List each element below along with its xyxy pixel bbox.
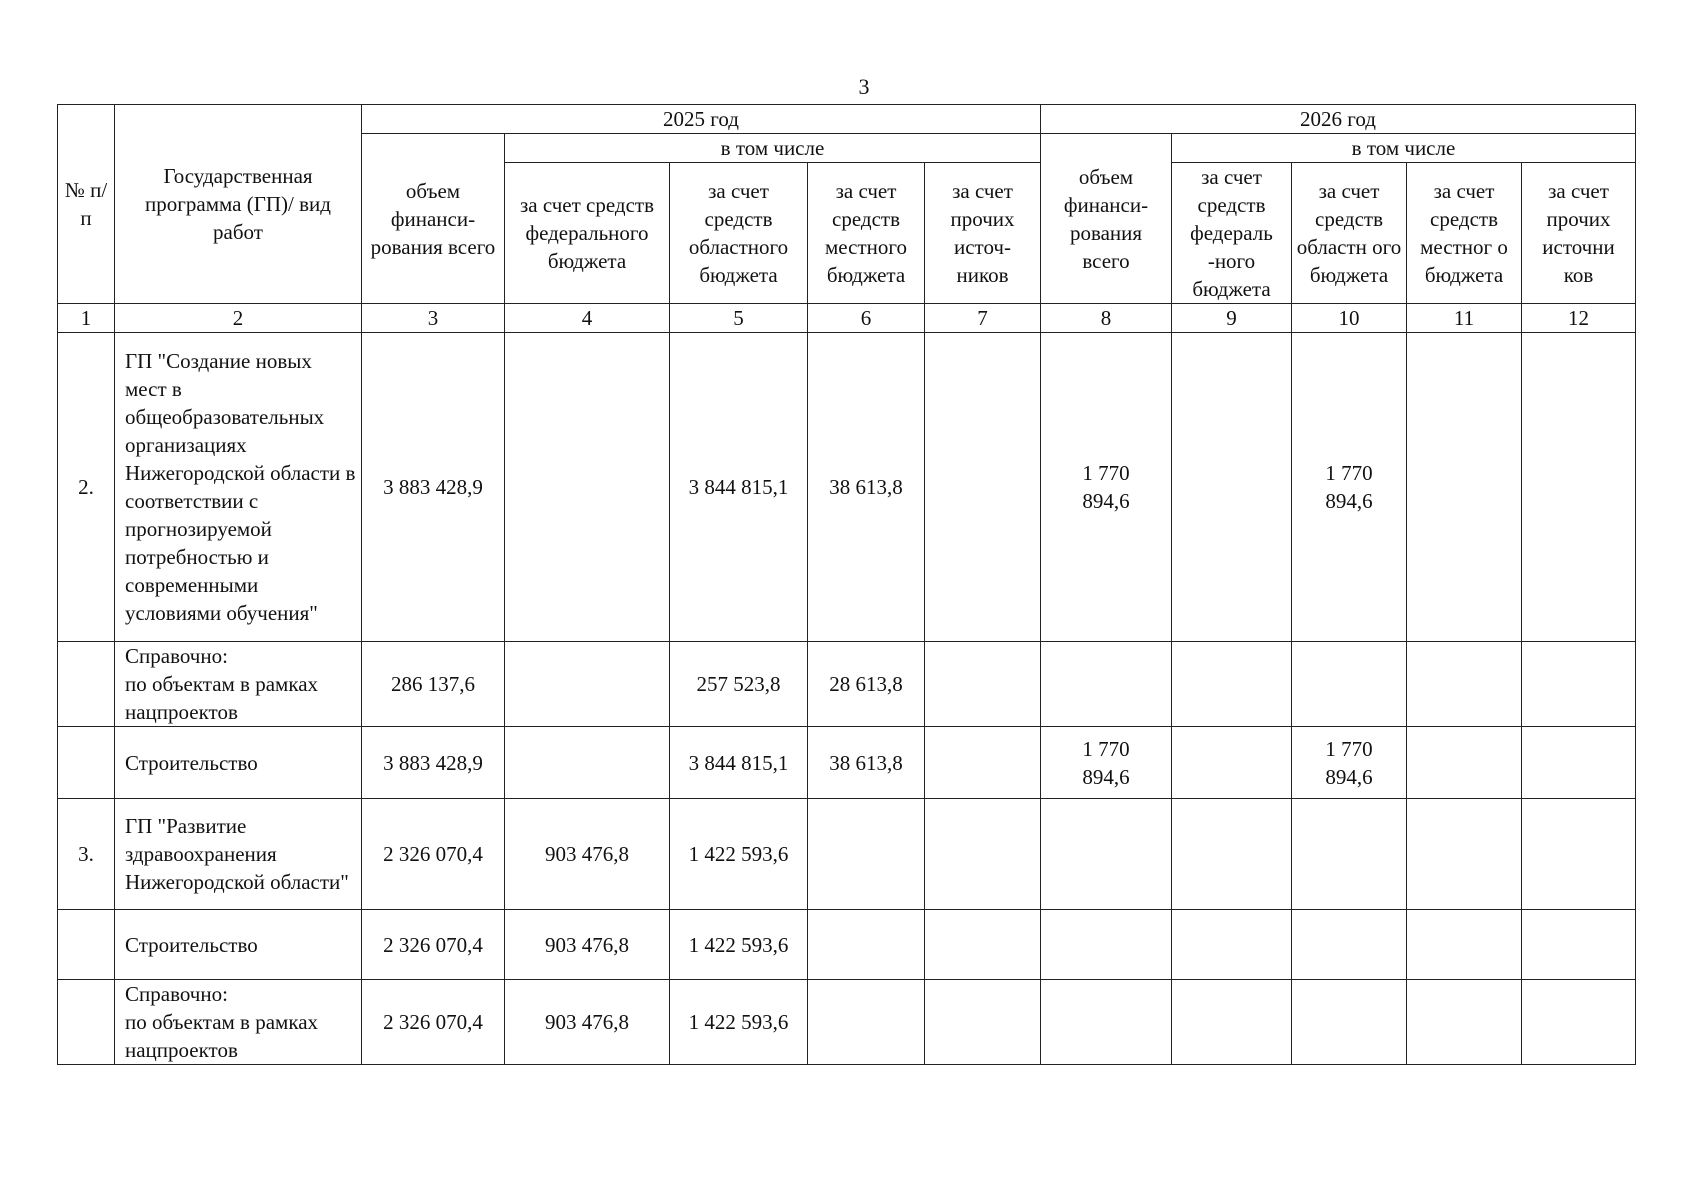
table-row [58, 910, 1636, 980]
table-body [58, 333, 1636, 1065]
other-2026 [1522, 333, 1636, 642]
regional-2025: 1 422 593,6 [670, 799, 808, 910]
total-2026 [1041, 727, 1172, 799]
local-2026 [1407, 980, 1522, 1065]
federal-2025: 903 476,8 [505, 799, 670, 910]
row-number [58, 910, 115, 980]
total-2025: 2 326 070,4 [362, 980, 505, 1065]
regional-2026 [1292, 642, 1407, 727]
federal-2026 [1172, 910, 1292, 980]
total-2025: 286 137,6 [362, 642, 505, 727]
header-including-2026: в том числе [1172, 134, 1636, 163]
regional-2026-value: 1 770 894,6 [1325, 461, 1373, 513]
program-name: Справочно: по объектам в рамках нацпроектов [115, 642, 362, 727]
header-local-2025: за счет средств местного бюджета [808, 163, 925, 304]
other-2026 [1522, 910, 1636, 980]
federal-2025 [505, 333, 670, 642]
column-number: 1 [58, 304, 115, 333]
table-row [58, 333, 1636, 642]
regional-2025: 3 844 815,1 [670, 727, 808, 799]
total-2026 [1041, 799, 1172, 910]
regional-2026 [1292, 980, 1407, 1065]
program-name: Строительство [115, 727, 362, 799]
header-local-2026: за счет средств местног о бюджета [1407, 163, 1522, 304]
total-2026 [1041, 333, 1172, 642]
federal-2026 [1172, 727, 1292, 799]
header-program: Государственная программа (ГП)/ вид работ [115, 105, 362, 304]
regional-2025: 1 422 593,6 [670, 980, 808, 1065]
total-2026-value: 1 770 894,6 [1082, 736, 1130, 789]
header-regional-2026: за счет средств областн ого бюджета [1292, 163, 1407, 304]
regional-2025: 1 422 593,6 [670, 910, 808, 980]
local-2026 [1407, 910, 1522, 980]
header-total-2026: объем финанси-рования всего [1041, 134, 1172, 304]
column-number: 9 [1172, 304, 1292, 333]
column-number: 2 [115, 304, 362, 333]
federal-2026 [1172, 799, 1292, 910]
header-other-2025: за счет прочих источ-ников [925, 163, 1041, 304]
program-name: ГП "Создание новых мест в общеобразовательных организациях Нижегородской области в соответствии с прогнозируемой потребностью и современными условиями обучения" [115, 333, 362, 642]
local-2025: 28 613,8 [808, 642, 925, 727]
table-header [58, 105, 1636, 333]
header-federal-2026: за счет средств федераль -ного бюджета [1172, 163, 1292, 304]
program-name: ГП "Развитие здравоохранения Нижегородской области" [115, 799, 362, 910]
local-2026 [1407, 333, 1522, 642]
total-2025: 3 883 428,9 [362, 727, 505, 799]
budget-table [57, 104, 1636, 1065]
header-including-2025: в том числе [505, 134, 1041, 163]
row-number [58, 727, 115, 799]
local-2026 [1407, 727, 1522, 799]
regional-2026 [1292, 799, 1407, 910]
column-number: 8 [1041, 304, 1172, 333]
row-number: 3. [58, 799, 115, 910]
header-year-2025: 2025 год [362, 105, 1041, 134]
header-federal-2025: за счет средств федерального бюджета [505, 163, 670, 304]
total-2026 [1041, 910, 1172, 980]
header-total-2025: объем финанси-рования всего [362, 134, 505, 304]
program-name: Справочно: по объектам в рамках нацпроектов [115, 980, 362, 1065]
federal-2026 [1172, 642, 1292, 727]
regional-2025: 257 523,8 [670, 642, 808, 727]
local-2026 [1407, 799, 1522, 910]
other-2025 [925, 799, 1041, 910]
other-2026 [1522, 642, 1636, 727]
header-other-2026: за счет прочих источни ков [1522, 163, 1636, 304]
regional-2026-value: 1 770 894,6 [1325, 736, 1373, 789]
row-number [58, 642, 115, 727]
table-row [58, 799, 1636, 910]
regional-2026 [1292, 727, 1407, 799]
other-2025 [925, 727, 1041, 799]
column-number: 6 [808, 304, 925, 333]
other-2025 [925, 642, 1041, 727]
federal-2026 [1172, 980, 1292, 1065]
local-2026 [1407, 642, 1522, 727]
local-2025: 38 613,8 [808, 727, 925, 799]
local-2025 [808, 799, 925, 910]
column-number: 4 [505, 304, 670, 333]
other-2026 [1522, 727, 1636, 799]
federal-2025 [505, 642, 670, 727]
row-number: 2. [58, 333, 115, 642]
table-row [58, 980, 1636, 1065]
federal-2025: 903 476,8 [505, 980, 670, 1065]
regional-2026 [1292, 910, 1407, 980]
total-2025: 3 883 428,9 [362, 333, 505, 642]
header-year-2026: 2026 год [1041, 105, 1636, 134]
federal-2026 [1172, 333, 1292, 642]
total-2026 [1041, 980, 1172, 1065]
other-2026 [1522, 799, 1636, 910]
table-row [58, 642, 1636, 727]
regional-2026 [1292, 333, 1407, 642]
federal-2025 [505, 727, 670, 799]
local-2025: 38 613,8 [808, 333, 925, 642]
column-number: 12 [1522, 304, 1636, 333]
local-2025 [808, 980, 925, 1065]
program-name: Строительство [115, 910, 362, 980]
other-2025 [925, 980, 1041, 1065]
column-number: 7 [925, 304, 1041, 333]
table-row [58, 727, 1636, 799]
other-2025 [925, 910, 1041, 980]
column-number: 11 [1407, 304, 1522, 333]
row-number [58, 980, 115, 1065]
regional-2025: 3 844 815,1 [670, 333, 808, 642]
total-2026 [1041, 642, 1172, 727]
column-number: 10 [1292, 304, 1407, 333]
federal-2025: 903 476,8 [505, 910, 670, 980]
header-no: № п/п [58, 105, 115, 304]
total-2026-value: 1 770 894,6 [1082, 461, 1130, 513]
header-regional-2025: за счет средств областного бюджета [670, 163, 808, 304]
total-2025: 2 326 070,4 [362, 910, 505, 980]
total-2025: 2 326 070,4 [362, 799, 505, 910]
other-2025 [925, 333, 1041, 642]
other-2026 [1522, 980, 1636, 1065]
page-number: 3 [858, 74, 870, 99]
column-number: 5 [670, 304, 808, 333]
column-number: 3 [362, 304, 505, 333]
column-numbers-row [58, 304, 1636, 333]
local-2025 [808, 910, 925, 980]
